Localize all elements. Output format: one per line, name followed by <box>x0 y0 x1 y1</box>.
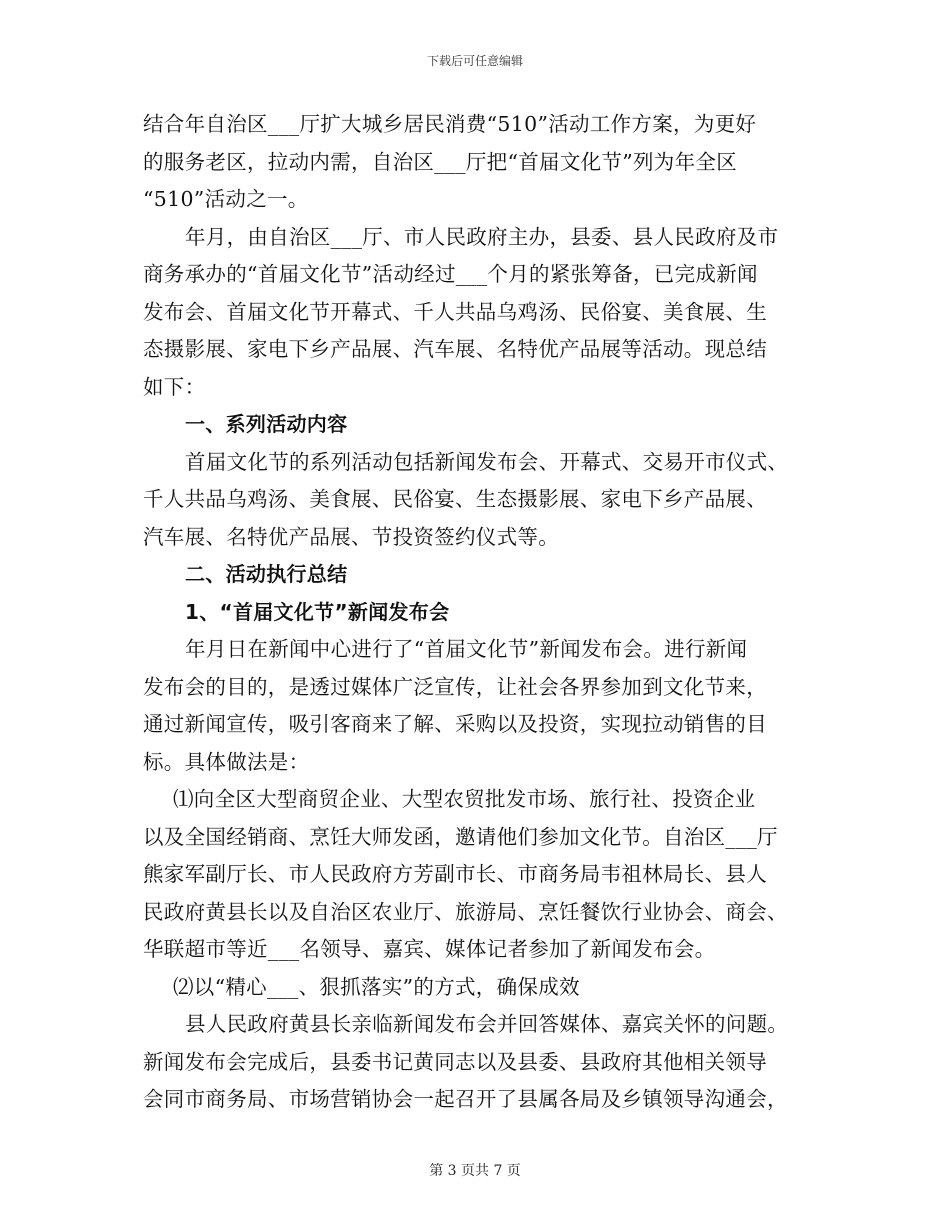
paragraph-line: 年月日在新闻中心进行了“首届文化节”新闻发布会。进行新闻 <box>185 637 748 661</box>
paragraph-line: 华联超市等近___名领导、嘉宾、媒体记者参加了新闻发布会。 <box>143 937 716 961</box>
section-heading: 一、系列活动内容 <box>185 412 348 436</box>
document-body <box>143 106 833 1119</box>
paragraph-line: 以及全国经销商、烹饪大师发函，邀请他们参加文化节。自治区___厅 <box>143 824 778 849</box>
paragraph-line: 商务承办的“首届文化节”活动经过___个月的紧张筹备，已完成新闻 <box>143 262 758 286</box>
paragraph-line: 会同市商务局、市场营销协会一起召开了县属各局及乡镇领导沟通会， <box>143 1087 788 1111</box>
paragraph-line: “510”活动之一。 <box>143 187 309 211</box>
paragraph-line: 如下： <box>143 374 206 399</box>
paragraph-line: 发布会、首届文化节开幕式、千人共品乌鸡汤、民俗宴、美食展、生 <box>143 299 767 324</box>
paragraph-line: 县人民政府黄县长亲临新闻发布会并回答媒体、嘉宾关怀的问题。 <box>185 1012 789 1036</box>
paragraph-line: 态摄影展、家电下乡产品展、汽车展、名特优产品展等活动。现总结 <box>143 337 767 361</box>
paragraph-line: 结合年自治区___厅扩大城乡居民消费“510”活动工作方案，为更好 <box>143 112 757 136</box>
paragraph-line: 汽车展、名特优产品展、节投资签约仪式等。 <box>143 524 559 549</box>
list-item-line: ⑵以“精心___、狠抓落实”的方式，确保成效 <box>173 974 580 999</box>
paragraph-line: 千人共品乌鸡汤、美食展、民俗宴、生态摄影展、家电下乡产品展、 <box>143 487 767 511</box>
paragraph-line: 标。具体做法是： <box>143 749 310 774</box>
paragraph-line: 首届文化节的系列活动包括新闻发布会、开幕式、交易开市仪式、 <box>185 449 789 474</box>
page-footer: 第 3 页共 7 页 <box>429 1163 521 1179</box>
list-item-line: ⑴向全区大型商贸企业、大型农贸批发市场、旅行社、投资企业 <box>173 787 756 811</box>
paragraph-line: 民政府黄县长以及自治区农业厅、旅游局、烹饪餐饮行业协会、商会、 <box>143 899 788 924</box>
paragraph-line: 熊家军副厅长、市人民政府方芳副市长、市商务局韦祖林局长、县人 <box>143 862 767 886</box>
paragraph-line: 发布会的目的，是透过媒体广泛宣传，让社会各界参加到文化节来， <box>143 674 767 699</box>
section-heading: 二、活动执行总结 <box>185 562 348 586</box>
page-header: 下载后可任意编辑 <box>426 54 523 68</box>
paragraph-line: 新闻发布会完成后，县委书记黄同志以及县委、县政府其他相关领导 <box>143 1049 767 1074</box>
paragraph-line: 年月，由自治区___厅、市人民政府主办，县委、县人民政府及市 <box>185 224 779 249</box>
subsection-heading: 1、“首届文化节”新闻发布会 <box>185 599 450 624</box>
paragraph-line: 的服务老区，拉动内需，自治区___厅把“首届文化节”列为年全区 <box>143 149 738 174</box>
paragraph-line: 通过新闻宣传，吸引客商来了解、采购以及投资，实现拉动销售的目 <box>143 712 767 736</box>
